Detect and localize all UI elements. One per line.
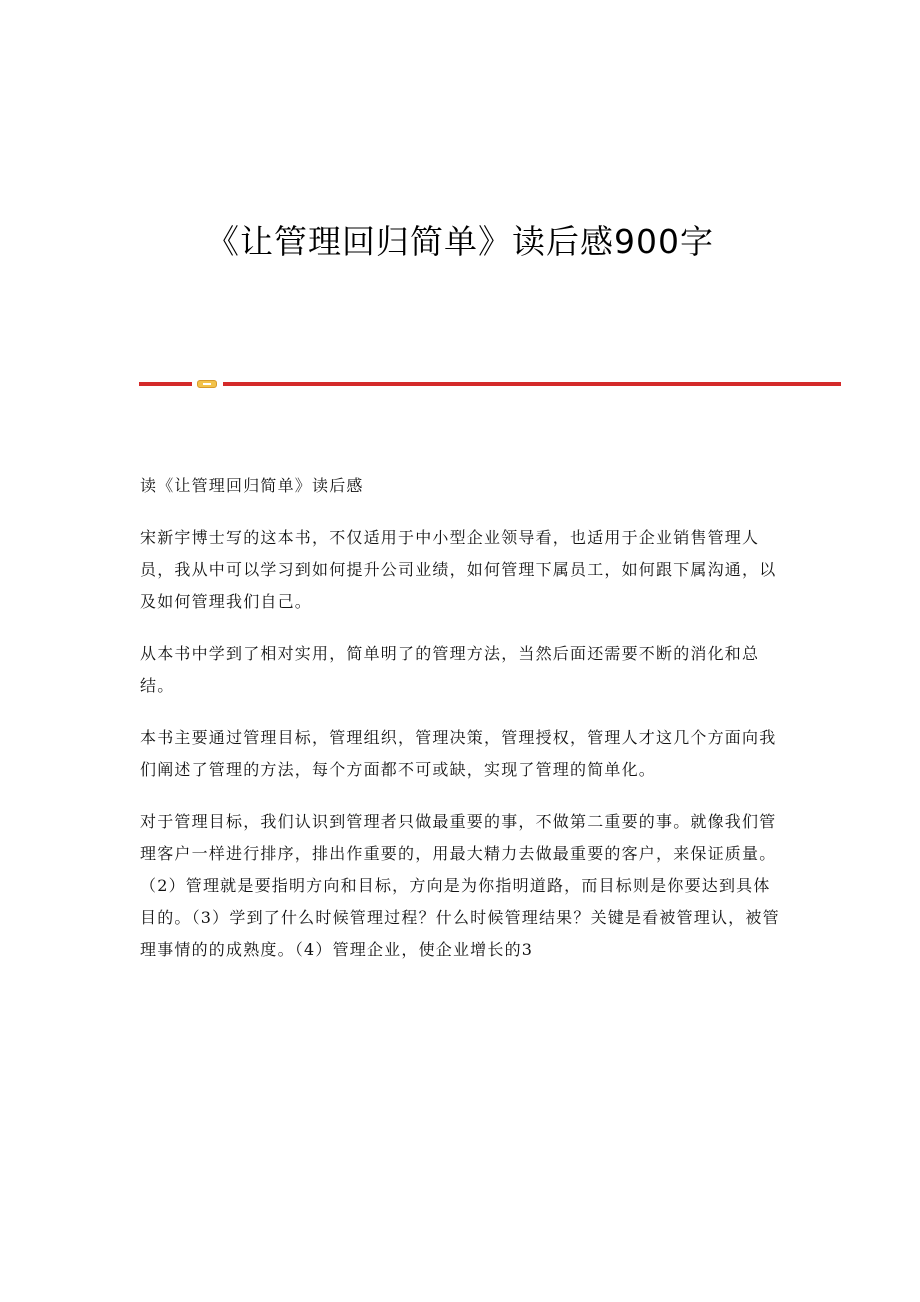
title-divider <box>139 380 841 388</box>
body-paragraph-4: 对于管理目标，我们认识到管理者只做最重要的事，不做第二重要的事。就像我们管理客户一样进行排序，排出作重要的，用最大精力去做最重要的客户，来保证质量。（2）管理就是要指明方向和目标，方向是为你指明道路，而目标则是你要达到具体目的。（3）学到了什么时候管理过程？什么时候管理结果？关键是看被管理认，被管理事情的的成熟度。（4）管理企业，使企业增长的3 <box>140 812 780 959</box>
divider-rule-right <box>223 382 841 386</box>
divider-ornament-icon <box>197 380 217 388</box>
body-paragraph-3: 本书主要通过管理目标，管理组织，管理决策，管理授权，管理人才这几个方面向我们阐述了管理的方法，每个方面都不可或缺，实现了管理的简单化。 <box>140 728 777 779</box>
body-paragraph-2: 从本书中学到了相对实用，简单明了的管理方法，当然后面还需要不断的消化和总结。 <box>140 644 760 695</box>
body-paragraph-1: 宋新宇博士写的这本书，不仅适用于中小型企业领导看，也适用于企业销售管理人员，我从中可以学习到如何提升公司业绩，如何管理下属员工，如何跟下属沟通，以及如何管理我们自己。 <box>140 528 777 611</box>
subtitle-paragraph: 读《让管理回归简单》读后感 <box>140 476 364 495</box>
document-body <box>140 470 780 986</box>
divider-rule-left <box>139 382 192 386</box>
document-title: 《让管理回归简单》读后感900字 <box>206 222 714 261</box>
